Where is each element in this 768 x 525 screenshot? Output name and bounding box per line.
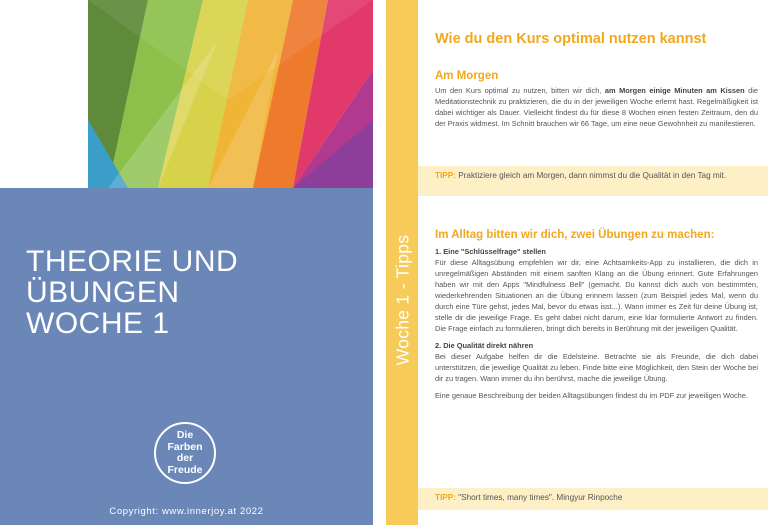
cover-title (26, 246, 356, 339)
logo-line-2: Farben (167, 440, 203, 453)
die-farben-der-freude-logo (152, 420, 218, 486)
daily-exercises-text (435, 246, 758, 407)
tip-text: Praktiziere gleich am Morgen, dann nimmst du die Qualität in den Tag mit. (455, 171, 727, 180)
exercise-1-text: Für diese Alltagsübung empfehlen wir dir, eine Achtsamkeits-App zu installieren, die dich in unregelmäßigen Abständen mit einem sanften Klang an die Übung erinnert. Gute Erfahrungen haben wir mit den Apps "Mindfulness Bell" (gemacht. Du kannst dich auch von bestimmten, wiederkehrenden Situationen an die Übung erinnern lassen (zum Beispiel jedes Mal, wenn du durch eine Türe gehst, jedes Mal, bevor du etwas isst...). Wann immer es Zeit für deine Übung ist, stelle dir die jeweilige Frage. Es geht dabei nicht darum, eine klar formulierte Antwort zu finden. Die Frage einfach zu formulieren, bringt dich bereits in Berührung mit der jeweiligen Qualität. (435, 258, 758, 333)
page-title: Wie du den Kurs optimal nutzen kannst (435, 31, 707, 47)
tip-box-quote (418, 488, 768, 510)
logo-line-4: Freude (167, 463, 203, 476)
daily-heading: Im Alltag bitten wir dich, zwei Übungen zu machen: (435, 229, 715, 241)
morning-heading: Am Morgen (435, 70, 499, 82)
exercise-2 (435, 340, 758, 384)
paper-fan-illustration (88, 0, 373, 188)
morning-text (435, 85, 758, 129)
exercise-2-text: Bei dieser Aufgabe helfen dir die Edelsteine. Betrachte sie als Freunde, die dich dabei unterstützen, die jeweilige Qualität zu leben. Finde bitte eine Möglichkeit, den Stein der Woche bei dir zu tragen. Wann immer du ihn berührst, mache die jeweilige Übung. (435, 352, 758, 383)
tip-box-morning (418, 166, 768, 196)
logo-line-1: Die (176, 429, 194, 441)
cover-title-line-1: THEORIE UND (26, 245, 239, 278)
cover-white-margin (0, 0, 88, 188)
cover-page (0, 0, 373, 525)
colorful-paper-fan-image (88, 0, 373, 188)
spine-gap (373, 0, 386, 525)
copyright-text: Copyright: www.innerjoy.at 2022 (109, 506, 264, 517)
cover-title-line-2: ÜBUNGEN (26, 276, 180, 309)
tip-quote-text: "Short times, many times". Mingyur Rinpoche (455, 493, 623, 502)
cover-title-line-3: WOCHE 1 (26, 307, 170, 340)
tip-quote-label: TIPP: (435, 493, 456, 502)
morning-text-bold: am Morgen einige Minuten am Kissen (604, 86, 745, 95)
exercise-1-title: 1. Eine "Schlüsselfrage" stellen (435, 247, 546, 256)
morning-text-part-1: Um den Kurs optimal zu nutzen, bitten wir dich, (435, 86, 605, 95)
content-page (418, 0, 768, 525)
spine-label: Woche 1 - Tipps (392, 234, 413, 366)
exercise-1 (435, 246, 758, 334)
morning-text-part-2: die Meditationstechnik zu praktizieren, die du in der jeweiligen Woche erlernt hast. Regelmäßigkeit ist dabei wichtiger als Dauer. Vielleicht findest du für diese 8 Wochen einen festen Zeitraum, den du der Praxis widmest. Im Schnitt brauchen wir 66 Tage, um eine neue Gewohnheit zu manifestieren. (435, 86, 758, 128)
logo-line-3: der (176, 452, 194, 464)
tip-label: TIPP: (435, 171, 456, 180)
exercise-note: Eine genaue Beschreibung der beiden Alltagsübungen findest du im PDF zur jeweiligen Woche. (435, 391, 748, 400)
exercise-2-title: 2. Die Qualität direkt nähren (435, 341, 534, 350)
